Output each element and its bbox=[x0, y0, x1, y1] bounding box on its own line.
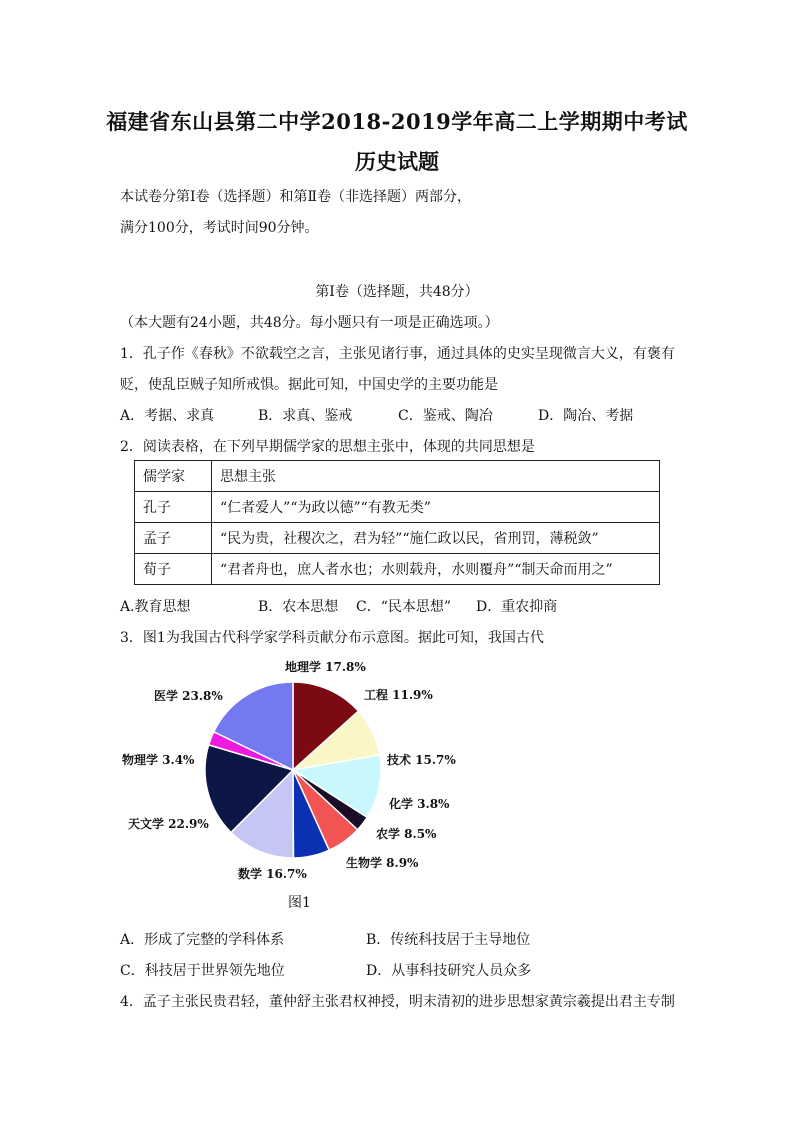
page-title: 福建省东山县第二中学2018-2019学年高二上学期期中考试 bbox=[106, 109, 688, 134]
q2-option-b[interactable]: B．农本思想 bbox=[258, 599, 339, 615]
table-cell: “民为贵，社稷次之，君为轻”“施仁政以民，省刑罚，薄税敛” bbox=[212, 523, 660, 554]
q2-option-c[interactable]: C．“民本思想” bbox=[356, 599, 452, 615]
q2-option-a[interactable]: A.教育思想 bbox=[120, 599, 191, 615]
q3-stem: 3．图1为我国古代科学家学科贡献分布示意图。据此可知，我国古代 bbox=[120, 630, 544, 646]
table-cell: 孔子 bbox=[135, 492, 212, 523]
table-header-row bbox=[135, 461, 660, 492]
q1-option-c[interactable]: C．鉴戒、陶冶 bbox=[398, 408, 493, 424]
q1-option-d[interactable]: D．陶冶、考据 bbox=[538, 408, 634, 424]
pie-chart bbox=[110, 650, 490, 885]
page-subtitle: 历史试题 bbox=[355, 149, 439, 174]
pie-slices bbox=[205, 682, 381, 858]
table-cell: 荀子 bbox=[135, 554, 212, 585]
q1-option-b[interactable]: B．求真、鉴戒 bbox=[258, 408, 353, 424]
table-row bbox=[135, 523, 660, 554]
q3-option-b[interactable]: B．传统科技居于主导地位 bbox=[366, 932, 531, 948]
intro-line-1: 本试卷分第Ⅰ卷（选择题）和第Ⅱ卷（非选择题）两部分， bbox=[120, 189, 472, 205]
pie-label-geography: 地理学 17.8% bbox=[285, 660, 366, 674]
pie-label-agriculture: 农学 8.5% bbox=[376, 827, 437, 841]
pie-label-biology: 生物学 8.9% bbox=[346, 856, 419, 870]
q2-table bbox=[134, 460, 660, 585]
table-header-cell: 儒学家 bbox=[135, 461, 212, 492]
pie-label-medicine: 医学 23.8% bbox=[154, 689, 223, 703]
q1-option-a[interactable]: A．考据、求真 bbox=[120, 408, 215, 424]
table-cell: “君者舟也，庶人者水也；水则载舟，水则覆舟”“制天命而用之” bbox=[212, 554, 660, 585]
q2-stem: 2．阅读表格，在下列早期儒学家的思想主张中，体现的共同思想是 bbox=[120, 439, 535, 455]
intro-line-2: 满分100分，考试时间90分钟。 bbox=[120, 220, 319, 236]
table-row bbox=[135, 554, 660, 585]
q1-stem-line-1: 1．孔子作《春秋》不欲载空之言，主张见诸行事，通过具体的史实呈现微言大义，有褒有 bbox=[120, 346, 675, 362]
q4-stem: 4．孟子主张民贵君轻，董仲舒主张君权神授，明末清初的进步思想家黄宗羲提出君主专制 bbox=[120, 994, 675, 1010]
pie-label-mathematics: 数学 16.7% bbox=[238, 867, 307, 881]
table-cell: 孟子 bbox=[135, 523, 212, 554]
pie-label-physics: 物理学 3.4% bbox=[122, 753, 195, 767]
pie-label-engineering: 工程 11.9% bbox=[364, 688, 433, 702]
section-note: （本大题有24小题，共48分。每小题只有一项是正确选项。） bbox=[120, 315, 499, 331]
pie-label-technology: 技术 15.7% bbox=[387, 753, 456, 767]
table-cell: “仁者爱人”“为政以德”“有教无类” bbox=[212, 492, 660, 523]
q3-option-a[interactable]: A．形成了完整的学科体系 bbox=[120, 932, 285, 948]
figure-caption: 图1 bbox=[288, 895, 311, 911]
q2-option-d[interactable]: D．重农抑商 bbox=[476, 599, 558, 615]
section-title: 第Ⅰ卷（选择题，共48分） bbox=[315, 284, 479, 300]
q1-stem-line-2: 贬，使乱臣贼子知所戒惧。据此可知，中国史学的主要功能是 bbox=[120, 377, 498, 393]
pie-label-chemistry: 化学 3.8% bbox=[389, 797, 450, 811]
q3-option-c[interactable]: C．科技居于世界领先地位 bbox=[120, 963, 285, 979]
table-row bbox=[135, 492, 660, 523]
q3-option-d[interactable]: D．从事科技研究人员众多 bbox=[366, 963, 532, 979]
pie-label-astronomy: 天文学 22.9% bbox=[128, 817, 209, 831]
table-header-cell: 思想主张 bbox=[212, 461, 660, 492]
